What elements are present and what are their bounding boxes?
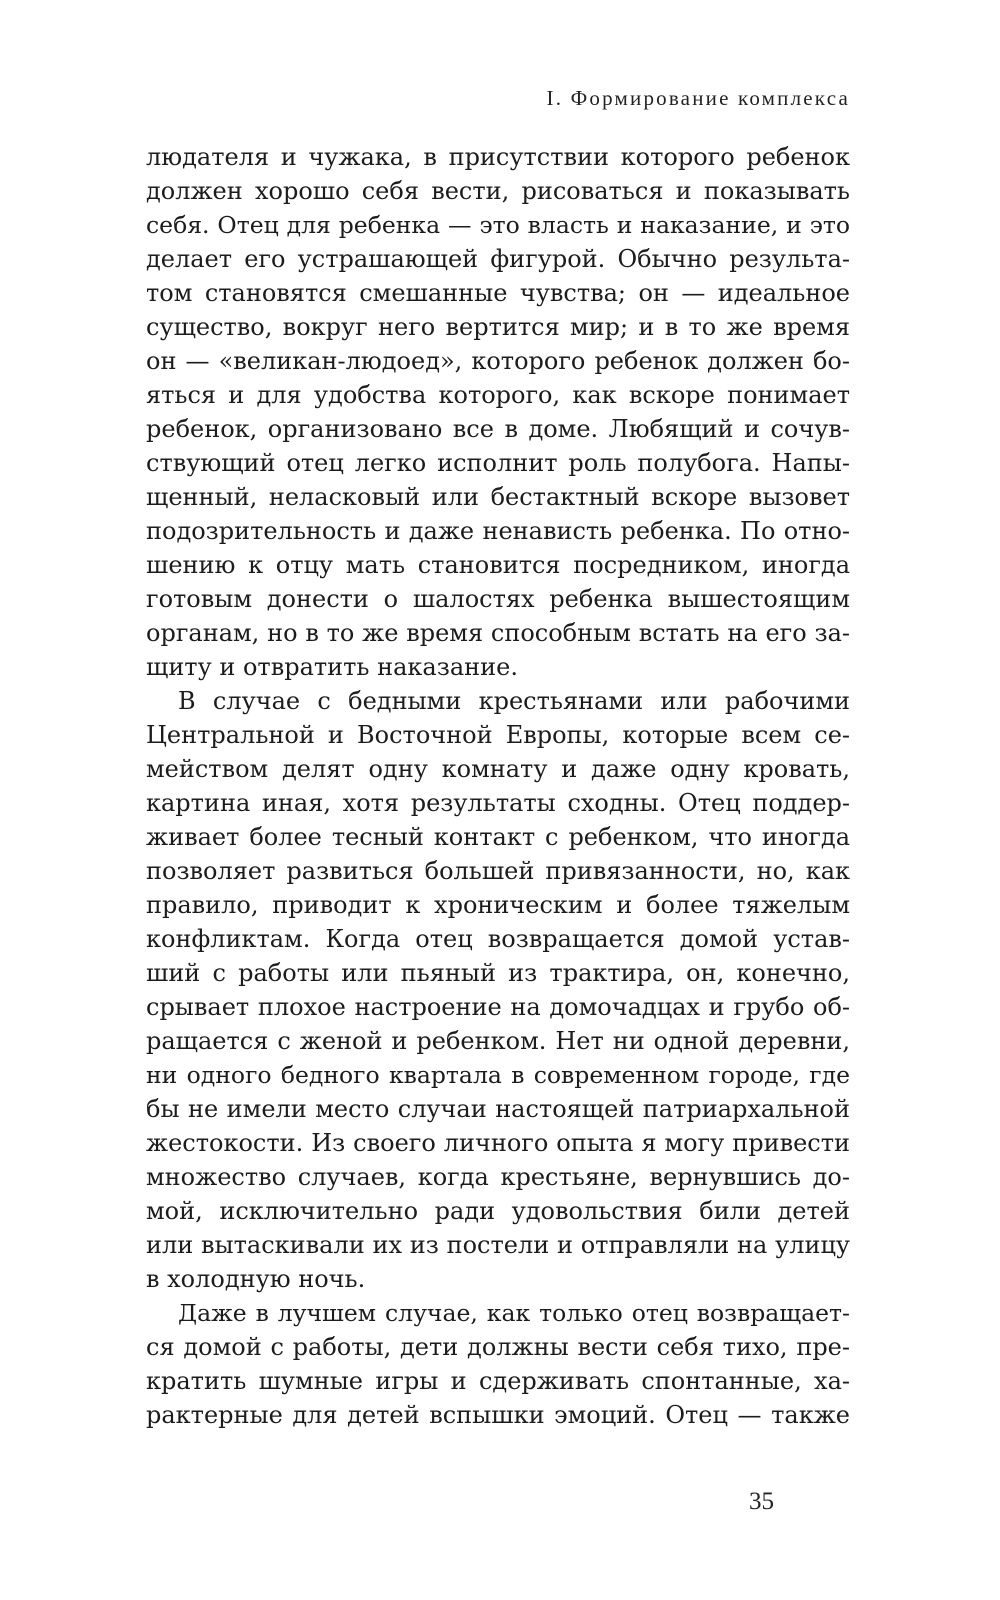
text-line: ший с работы или пьяный из трактира, он, конечно, (146, 959, 850, 987)
text-line: ствующий отец легко исполнит роль полубога. Напы- (146, 449, 850, 477)
text-line: делает его устрашающей фигурой. Обычно результа- (146, 245, 850, 273)
text-line: правило, приводит к хроническим и более тяжелым (146, 891, 850, 919)
text-line: он — «великан-людоед», которого ребенок должен бо- (146, 347, 850, 375)
text-line: живает более тесный контакт с ребенком, что иногда (146, 823, 850, 851)
running-head: I. Формирование комплекса (546, 86, 850, 110)
text-line: шению к отцу мать становится посредником, иногда (146, 551, 850, 579)
text-line: или вытаскивали их из постели и отправляли на улицу (146, 1231, 850, 1259)
text-line: себя. Отец для ребенка — это власть и наказание, и это (146, 211, 850, 239)
text-line: яться и для удобства которого, как вскоре понимает (146, 381, 850, 409)
page-number: 35 (749, 1488, 774, 1515)
text-line: рактерные для детей вспышки эмоций. Отец — также (146, 1401, 850, 1429)
text-line: ся домой с работы, дети должны вести себя тихо, пре- (146, 1333, 850, 1361)
text-line: щенный, неласковый или бестактный вскоре вызовет (146, 483, 850, 511)
text-line: людателя и чужака, в присутствии которого ребенок (146, 143, 850, 171)
text-line: органам, но в то же время способным встать на его за- (146, 619, 850, 647)
text-line: в холодную ночь. (146, 1265, 366, 1293)
text-line: существо, вокруг него вертится мир; и в то же время (146, 313, 850, 341)
text-line: В случае с бедными крестьянами или рабочими (178, 687, 850, 715)
text-line: Даже в лучшем случае, как только отец возвращает- (178, 1299, 850, 1327)
text-line: Центральной и Восточной Европы, которые всем се- (146, 721, 850, 749)
text-line: мейством делят одну комнату и даже одну кровать, (146, 755, 850, 783)
text-line: ращается с женой и ребенком. Нет ни одной деревни, (146, 1027, 850, 1055)
text-line: том становятся смешанные чувства; он — идеальное (146, 279, 850, 307)
text-line: ни одного бедного квартала в современном городе, где (146, 1061, 850, 1089)
text-line: множество случаев, когда крестьяне, вернувшись до- (146, 1163, 850, 1191)
text-line: щиту и отвратить наказание. (146, 653, 518, 681)
text-line: срывает плохое настроение на домочадцах и грубо об- (146, 993, 850, 1021)
text-line: жестокости. Из своего личного опыта я могу привести (146, 1129, 850, 1157)
text-line: подозрительность и даже ненависть ребенка. По отно- (146, 517, 850, 545)
text-line: мой, исключительно ради удовольствия били детей (146, 1197, 850, 1225)
text-line: бы не имели место случаи настоящей патриархальной (146, 1095, 850, 1123)
text-line: ребенок, организовано все в доме. Любящий и сочув- (146, 415, 850, 443)
text-line: должен хорошо себя вести, рисоваться и показывать (146, 177, 850, 205)
text-line: конфликтам. Когда отец возвращается домой устав- (146, 925, 850, 953)
text-line: кратить шумные игры и сдерживать спонтанные, ха- (146, 1367, 850, 1395)
text-line: позволяет развиться большей привязанности, но, как (146, 857, 850, 885)
body-text (146, 140, 850, 1432)
text-line: готовым донести о шалостях ребенка вышестоящим (146, 585, 850, 613)
text-line: картина иная, хотя результаты сходны. Отец поддер- (146, 789, 850, 817)
